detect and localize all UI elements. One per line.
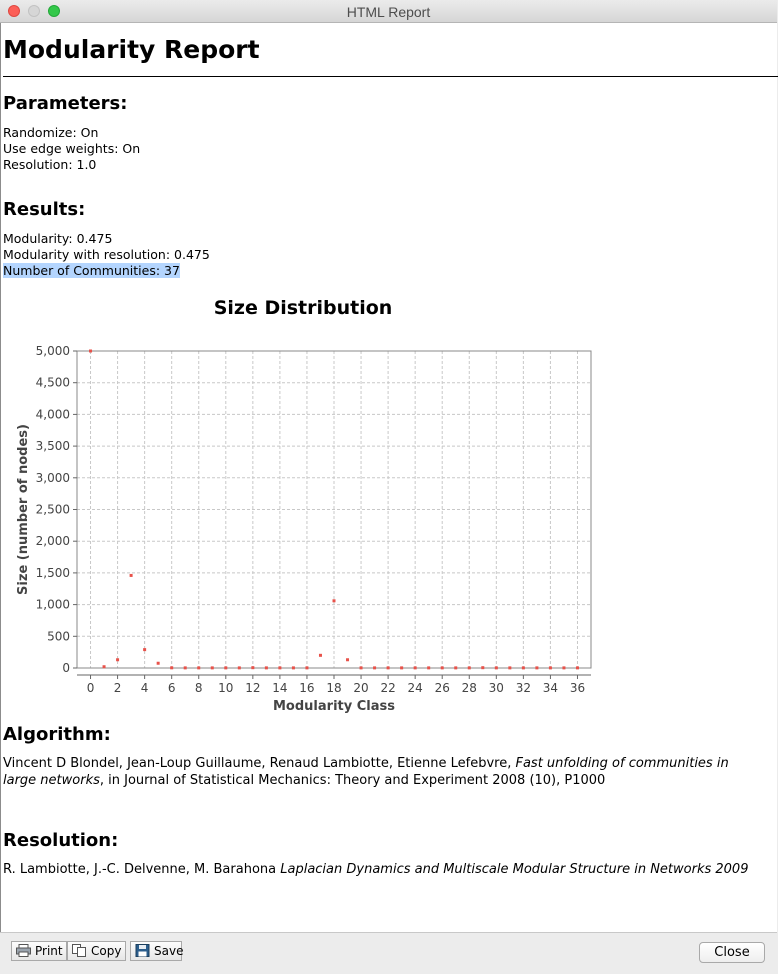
x-tick-label: 28 [461, 681, 477, 695]
x-tick-label: 2 [113, 681, 122, 695]
algorithm-paper-title: Fast unfolding of communities in large networks [3, 756, 729, 788]
parameters-heading: Parameters: [3, 93, 128, 114]
data-point [387, 666, 390, 669]
x-tick-label: 10 [218, 681, 234, 695]
x-tick-label: 26 [434, 681, 450, 695]
data-point [251, 666, 254, 669]
selected-text: Number of Communities: 37 [3, 263, 180, 278]
data-point [103, 665, 106, 668]
y-tick-label: 3,500 [35, 439, 70, 454]
data-point [197, 666, 200, 669]
x-tick-label: 30 [488, 681, 504, 695]
result-communities [3, 263, 180, 278]
data-point [414, 666, 417, 669]
x-tick-label: 36 [569, 681, 586, 695]
title-bar [0, 0, 777, 23]
resolution-heading: Resolution: [3, 830, 119, 851]
x-tick-label: 4 [140, 681, 149, 695]
data-point [278, 666, 281, 669]
data-point [346, 658, 349, 661]
data-point [265, 666, 268, 669]
parameter-edge-weights: Use edge weights: On [3, 141, 141, 156]
y-tick-label: 5,000 [35, 344, 70, 358]
size-distribution-chart [1, 318, 611, 714]
algorithm-citation [3, 755, 763, 789]
data-point [116, 658, 119, 661]
floppy-disk-icon [135, 944, 150, 957]
report-content [0, 23, 777, 932]
y-tick-label: 1,000 [35, 597, 70, 612]
y-tick-label: 1,500 [35, 565, 70, 580]
copy-icon [72, 944, 87, 957]
x-tick-label: 6 [167, 681, 176, 695]
results-heading: Results: [3, 199, 86, 220]
data-point [535, 666, 538, 669]
x-axis-label: Modularity Class [273, 699, 395, 714]
resolution-citation [3, 861, 763, 878]
algorithm-authors: Vincent D Blondel, Jean-Loup Guillaume, Renaud Lambiotte, Etienne Lefebvre, [3, 756, 516, 771]
title-divider [3, 76, 778, 77]
data-point [441, 666, 444, 669]
data-point [184, 666, 187, 669]
data-point [549, 666, 552, 669]
x-tick-label: 14 [272, 681, 288, 695]
data-point [562, 666, 565, 669]
save-label: Save [154, 944, 184, 958]
x-tick-label: 24 [407, 681, 423, 695]
algorithm-heading: Algorithm: [3, 724, 111, 745]
x-tick-label: 0 [86, 681, 95, 695]
algorithm-journal: , in Journal of Statistical Mechanics: Theory and Experiment 2008 (10), P1000 [99, 773, 606, 788]
printer-icon [16, 944, 31, 957]
report-title: Modularity Report [3, 35, 260, 64]
copy-button[interactable] [67, 941, 126, 961]
x-tick-label: 20 [353, 681, 369, 695]
resolution-paper-title: Laplacian Dynamics and Multiscale Modular Structure in Networks 2009 [280, 862, 749, 877]
x-tick-label: 22 [380, 681, 396, 695]
data-point [89, 350, 92, 353]
data-point [292, 666, 295, 669]
x-tick-label: 32 [515, 681, 532, 695]
data-point [373, 666, 376, 669]
x-tick-label: 12 [245, 681, 261, 695]
x-tick-label: 16 [299, 681, 315, 695]
y-tick-label: 2,000 [35, 534, 70, 549]
data-point [468, 666, 471, 669]
data-point [170, 666, 173, 669]
data-point [305, 666, 308, 669]
parameter-randomize: Randomize: On [3, 125, 99, 140]
y-tick-label: 3,000 [35, 470, 70, 485]
y-tick-label: 4,500 [35, 375, 70, 390]
chart-title: Size Distribution [213, 297, 393, 319]
data-point [224, 666, 227, 669]
data-point [360, 666, 363, 669]
data-point [238, 666, 241, 669]
data-point [333, 599, 336, 602]
parameter-resolution: Resolution: 1.0 [3, 157, 97, 172]
resolution-authors: R. Lambiotte, J.-C. Delvenne, M. Barahona [3, 862, 281, 877]
data-point [576, 666, 579, 669]
copy-label: Copy [91, 944, 122, 958]
print-button[interactable] [11, 941, 67, 961]
save-button[interactable] [130, 941, 182, 961]
x-tick-label: 8 [194, 681, 203, 695]
result-modularity-resolution: Modularity with resolution: 0.475 [3, 247, 210, 262]
data-point [427, 666, 430, 669]
data-point [130, 574, 133, 577]
close-button[interactable]: Close [699, 942, 765, 963]
window-title: HTML Report [346, 4, 431, 20]
data-point [143, 648, 146, 651]
data-point [481, 666, 484, 669]
data-point [319, 654, 322, 657]
y-tick-label: 500 [47, 629, 70, 644]
y-tick-label: 4,000 [35, 407, 70, 422]
data-point [157, 662, 160, 665]
data-point [400, 666, 403, 669]
y-tick-label: 2,500 [35, 502, 70, 517]
x-tick-label: 18 [326, 681, 342, 695]
print-label: Print [35, 944, 63, 958]
data-point [522, 666, 525, 669]
y-axis-label: Size (number of nodes) [16, 424, 31, 595]
data-point [211, 666, 214, 669]
data-point [508, 666, 511, 669]
y-tick-label: 0 [62, 661, 70, 675]
bottom-toolbar [0, 932, 777, 974]
result-modularity: Modularity: 0.475 [3, 231, 113, 246]
x-tick-label: 34 [542, 681, 559, 695]
data-point [495, 666, 498, 669]
data-point [454, 666, 457, 669]
